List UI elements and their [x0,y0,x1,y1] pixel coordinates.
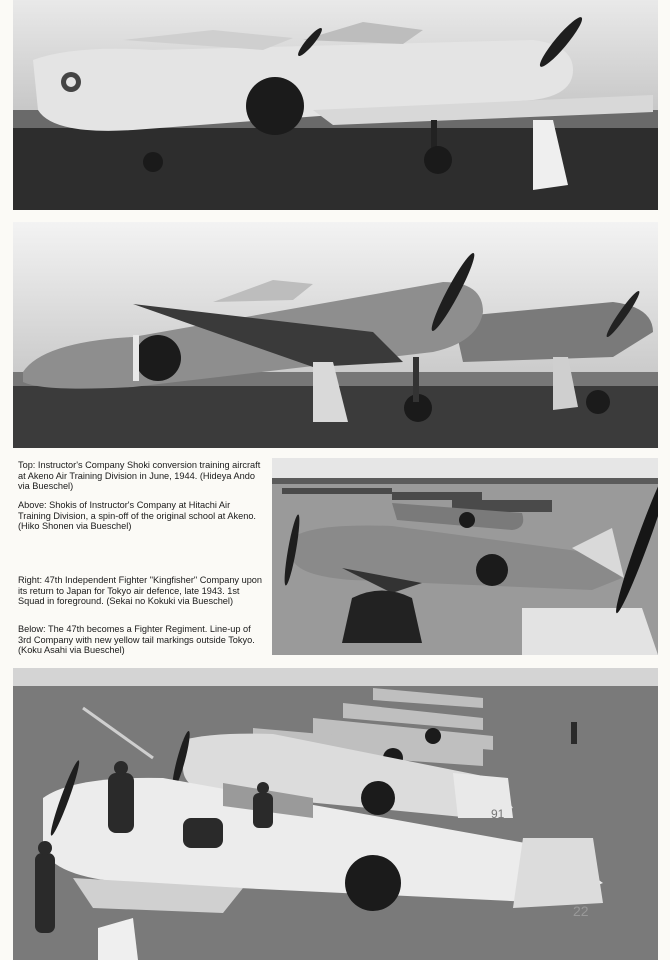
photo-bottom [13,668,658,960]
caption-top: Top: Instructor's Company Shoki conversion training aircraft at Akeno Air Training Division in June, 1944. (Hideya Ando via Bueschel) [18,460,261,492]
tail-number-91: 91 [491,807,505,821]
tail-number-22: 22 [573,903,589,919]
caption-above: Above: Shokis of Instructor's Company at Hitachi Air Training Division, a spin-off of the original school at Akeno. (Hiko Shonen via Bueschel) [18,500,256,532]
photo-fighter-regiment-icon [13,668,658,960]
caption-right: Right: 47th Independent Fighter "Kingfisher" Company upon its return to Japan for Tokyo air defence, late 1943. 1st Squad in foreground. (Sekai no Kokuki via Bueschel) [18,575,263,607]
caption-below: Below: The 47th becomes a Fighter Regiment. Line-up of 3rd Company with new yellow tail markings outside Tokyo. (Koku Asahi via Bueschel) [18,624,255,656]
photo-fighter-lineup-icon [13,222,658,448]
photo-second [13,222,658,448]
photo-top [13,0,658,210]
photo-fighter-company-icon [272,458,658,655]
photo-right [272,458,658,655]
photo-parked-fighters-icon [13,0,658,210]
